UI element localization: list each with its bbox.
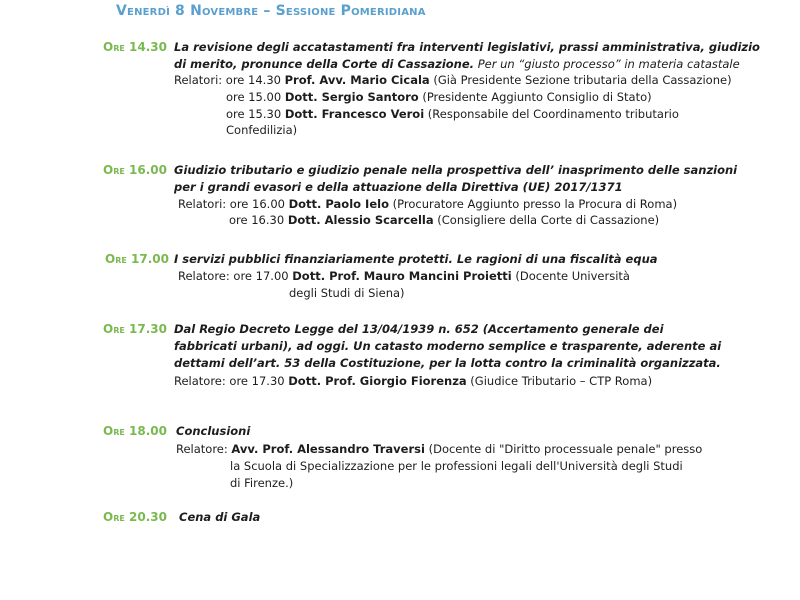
session-time: Ore 17.30	[103, 322, 167, 336]
speaker-name: Dott. Francesco Veroi	[284, 107, 425, 121]
session-title-line: per i grandi evasori e della attuazione della Direttiva (UE) 2017/1371	[174, 180, 623, 194]
speaker-role: (Consigliere della Corte di Cassazione)	[433, 213, 660, 227]
session-title-line: La revisione degli accatastamenti fra interventi legislativi, prassi amministrativa, giudizio	[174, 40, 760, 54]
session-title-line: Conclusioni	[176, 424, 251, 438]
speaker-lead: Relatore: ore 17.00	[178, 269, 293, 283]
speaker-line	[226, 107, 679, 121]
speaker-role: (Responsabile del Coordinamento tributario	[424, 107, 679, 121]
session-time: Ore 17.00	[105, 252, 169, 266]
title-part: Per un “giusto processo” in materia catastale	[474, 57, 740, 71]
speaker-line	[226, 90, 652, 104]
speaker-line	[174, 73, 732, 87]
speaker-lead: ore 15.00	[226, 90, 285, 104]
session-time: Ore 14.30	[103, 40, 167, 54]
speaker-name: Dott. Alessio Scarcella	[287, 213, 434, 227]
session-title-line: Dal Regio Decreto Legge del 13/04/1939 n. 652 (Accertamento generale dei	[174, 322, 664, 336]
speaker-lead: Relatori: ore 14.30	[174, 73, 285, 87]
speaker-role: (Giudice Tributario – CTP Roma)	[466, 374, 653, 388]
speaker-role: (Già Presidente Sezione tributaria della Cassazione)	[429, 73, 732, 87]
speaker-name: Dott. Sergio Santoro	[284, 90, 419, 104]
speaker-line	[178, 197, 677, 211]
speaker-lead: ore 15.30	[226, 107, 285, 121]
session-time: Ore 18.00	[103, 424, 167, 438]
title-part: di merito, pronunce della Corte di Cassazione.	[174, 57, 475, 71]
speaker-line	[174, 374, 652, 388]
speaker-line	[229, 213, 659, 227]
speaker-role: (Presidente Aggiunto Consiglio di Stato)	[418, 90, 652, 104]
session-title-line: Cena di Gala	[179, 510, 261, 524]
speaker-lead: Relatore: ore 17.30	[174, 374, 289, 388]
speaker-role-continued: la Scuola di Specializzazione per le professioni legali dell'Università degli Studi	[230, 459, 683, 473]
speaker-name: Dott. Prof. Mauro Mancini Proietti	[292, 269, 512, 283]
session-title-line: Giudizio tributario e giudizio penale nella prospettiva dell’ inasprimento delle sanzioni	[174, 163, 738, 177]
session-title-line: dettami dell’art. 53 della Costituzione, per la lotta contro la criminalità organizzata.	[174, 356, 721, 370]
speaker-line	[176, 442, 702, 456]
speaker-name: Prof. Avv. Mario Cicala	[284, 73, 430, 87]
speaker-role: (Docente di "Diritto processuale penale" presso	[424, 442, 703, 456]
speaker-name: Dott. Paolo Ielo	[288, 197, 389, 211]
session-title-line	[174, 57, 740, 71]
session-title-line: fabbricati urbani), ad oggi. Un catasto moderno semplice e trasparente, aderente ai	[174, 339, 722, 353]
session-title-line: I servizi pubblici finanziariamente protetti. Le ragioni di una fiscalità equa	[174, 252, 658, 266]
session-time: Ore 20.30	[103, 510, 167, 524]
speaker-name: Avv. Prof. Alessandro Traversi	[231, 442, 425, 456]
speaker-role-continued: Confedilizia)	[226, 123, 298, 137]
speaker-lead: Relatori: ore 16.00	[178, 197, 289, 211]
session-header: Venerdì 8 Novembre – Sessione Pomeridiana	[116, 3, 426, 19]
speaker-role-continued: degli Studi di Siena)	[289, 286, 405, 300]
speaker-role: (Docente Università	[511, 269, 630, 283]
speaker-lead: Relatore:	[176, 442, 232, 456]
speaker-line	[178, 269, 630, 283]
speaker-name: Dott. Prof. Giorgio Fiorenza	[288, 374, 467, 388]
speaker-lead: ore 16.30	[229, 213, 288, 227]
speaker-role: (Procuratore Aggiunto presso la Procura di Roma)	[388, 197, 678, 211]
speaker-role-continued: di Firenze.)	[230, 476, 294, 490]
session-time: Ore 16.00	[103, 163, 167, 177]
